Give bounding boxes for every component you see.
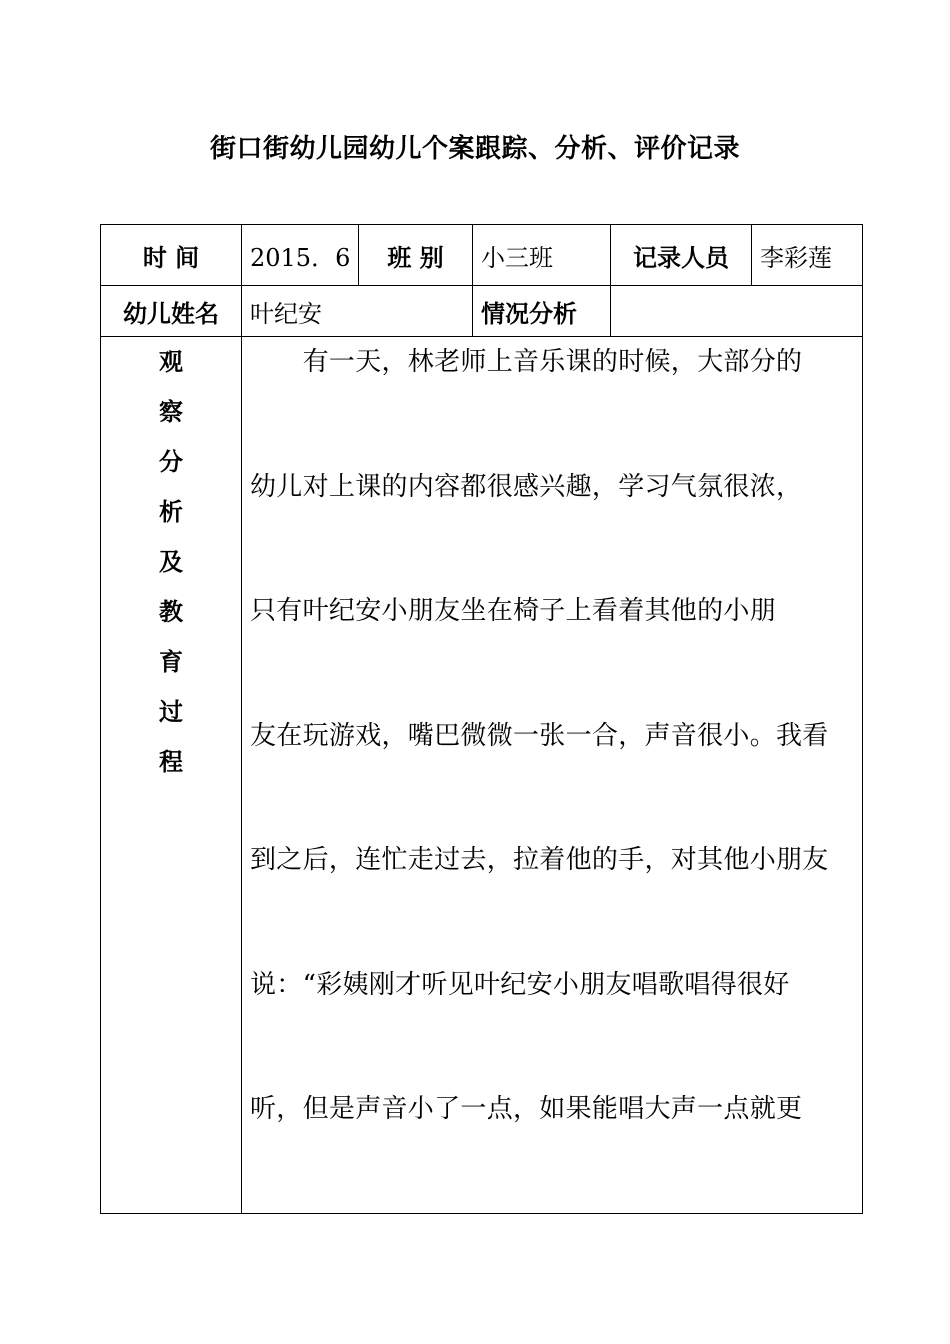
info-row-1 — [101, 225, 863, 286]
child-name-label: 幼儿姓名 — [101, 286, 242, 337]
time-value: 2015．6 — [242, 225, 359, 286]
observation-section-label — [101, 337, 242, 1214]
time-label: 时 间 — [101, 225, 242, 286]
label-char: 分 — [159, 448, 183, 476]
label-char: 及 — [159, 548, 183, 576]
label-char: 过 — [159, 698, 183, 726]
narrative-line: 说：“彩姨刚才听见叶纪安小朋友唱歌唱得很好 — [250, 969, 790, 1000]
narrative-line: 幼儿对上课的内容都很感兴趣，学习气氛很浓， — [250, 471, 803, 502]
label-char: 程 — [159, 748, 183, 776]
class-value: 小三班 — [473, 225, 611, 286]
info-row-2 — [101, 286, 863, 337]
narrative-line: 到之后，连忙走过去，拉着他的手，对其他小朋友 — [250, 845, 829, 875]
label-char: 育 — [159, 648, 183, 676]
narrative-line: 友在玩游戏，嘴巴微微一张一合，声音很小。我看 — [250, 720, 829, 751]
observation-narrative — [242, 337, 863, 1214]
narrative-line: 只有叶纪安小朋友坐在椅子上看着其他的小朋 — [250, 596, 777, 626]
observation-row — [101, 337, 863, 1214]
label-char: 教 — [159, 598, 183, 626]
narrative-line: 有一天，林老师上音乐课的时候，大部分的 — [250, 347, 803, 377]
document-title: 街口街幼儿园幼儿个案跟踪、分析、评价记录 — [209, 134, 740, 164]
analysis-value — [611, 286, 863, 337]
recorder-label: 记录人员 — [611, 225, 752, 286]
label-char: 观 — [159, 348, 183, 376]
child-name-value: 叶纪安 — [242, 286, 473, 337]
recorder-value: 李彩莲 — [752, 225, 863, 286]
narrative-line: 听，但是声音小了一点，如果能唱大声一点就更 — [250, 1094, 803, 1124]
analysis-label: 情况分析 — [473, 286, 611, 337]
class-label: 班 别 — [359, 225, 473, 286]
record-table — [100, 224, 863, 1214]
label-char: 察 — [159, 398, 183, 426]
label-char: 析 — [159, 498, 183, 526]
